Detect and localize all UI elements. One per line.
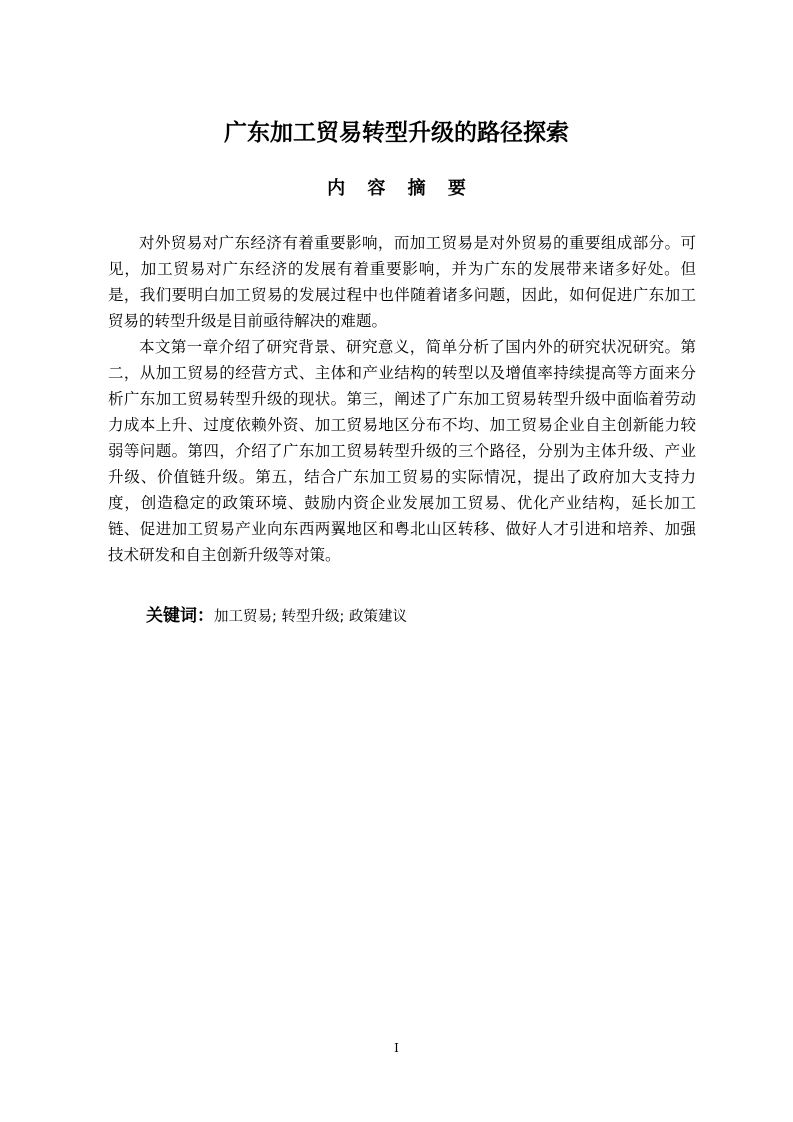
keywords-label: 关键词： bbox=[146, 606, 214, 626]
abstract-paragraph-2: 本文第一章介绍了研究背景、研究意义，简单分析了国内外的研究状况研究。第二，从加工贸易的经营方式、主体和产业结构的转型以及增值率持续提高等方面来分析广东加工贸易转型升级的现状。第三，阐述了广东加工贸易转型升级中面临着劳动力成本上升、过度依赖外资、加工贸易地区分布不均、加工贸易企业自主创新能力较弱等问题。第四，介绍了广东加工贸易转型升级的三个路径，分别为主体升级、产业升级、价值链升级。第五，结合广东加工贸易的实际情况，提出了政府加大支持力度，创造稳定的政策环境、鼓励内资企业发展加工贸易、优化产业结构，延长加工链、促进加工贸易产业向东西两翼地区和粤北山区转移、做好人才引进和培养、加强技术研发和自主创新升级等对策。 bbox=[108, 338, 696, 564]
abstract-body bbox=[108, 230, 696, 568]
keywords-value: 加工贸易; 转型升级; 政策建议 bbox=[214, 609, 407, 625]
document-title: 广东加工贸易转型升级的路径探索 bbox=[224, 120, 569, 146]
abstract-heading: 内 容 摘 要 bbox=[327, 178, 474, 199]
abstract-paragraph-1: 对外贸易对广东经济有着重要影响，而加工贸易是对外贸易的重要组成部分。可见，加工贸易对广东经济的发展有着重要影响，并为广东的发展带来诸多好处。但是，我们要明白加工贸易的发展过程中也伴随着诸多问题，因此，如何促进广东加工贸易的转型升级是目前亟待解决的难题。 bbox=[108, 234, 696, 330]
keywords-line bbox=[146, 603, 706, 630]
page-number: I bbox=[394, 1041, 399, 1055]
